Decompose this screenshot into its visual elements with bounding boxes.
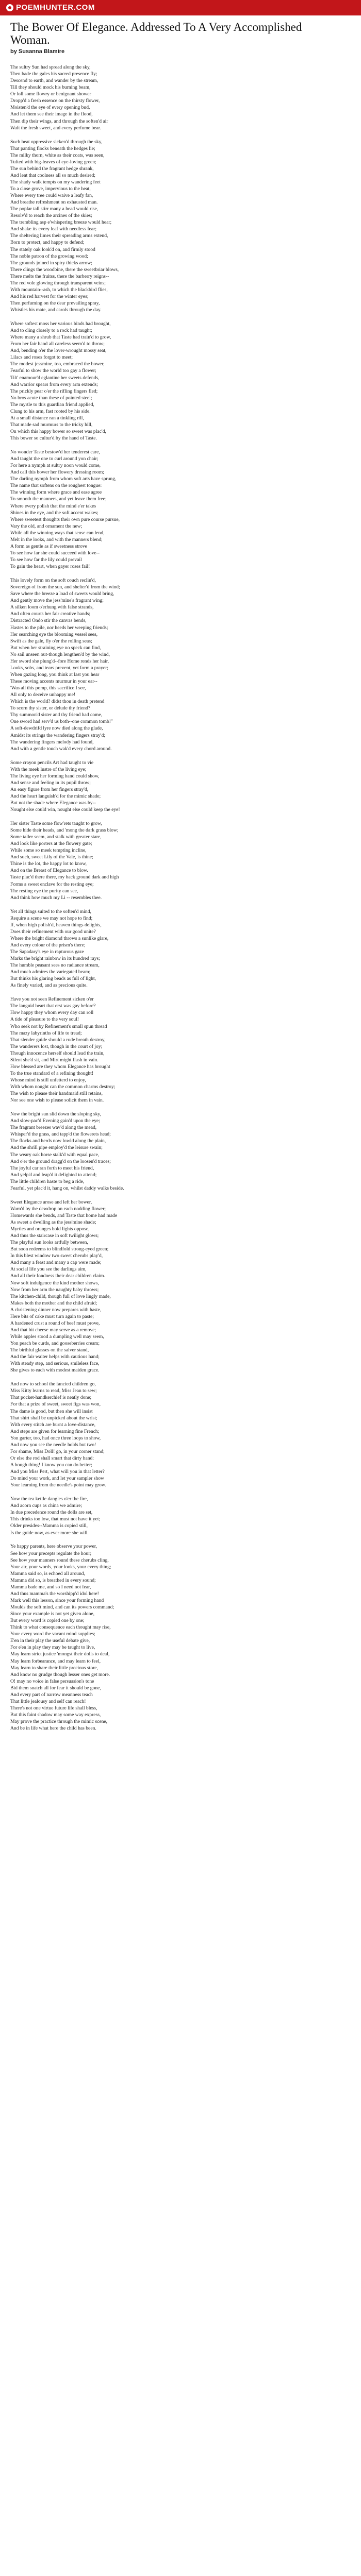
poem-line: The trembling asp e'whispering breeze would hear; — [10, 219, 112, 226]
poem-line: Then bade the gales his sacred presence fly; — [10, 71, 97, 77]
poem-line: For shame, Miss Doll! go, in your corner stand; — [10, 1448, 105, 1454]
poem-line: Till they should mock his burning beam, — [10, 84, 91, 91]
poem-line: Fearful to show the world too gay a flower; — [10, 368, 96, 374]
poem-line: Born to protect, and happy to defend; — [10, 240, 85, 246]
poem-line: The languid heart that erst was gay before? — [10, 1003, 96, 1009]
poem-line: Then perfuming on the dear prevailing spray, — [10, 300, 100, 307]
poem-line: Hastes to the pile, nor heeds her weeping friends; — [10, 624, 108, 631]
poem-line: How blessed are they whom Elegance has brought — [10, 1063, 110, 1070]
poem-line: Tufted with big-leaves of eye-loving green; — [10, 159, 96, 165]
poem-line: To see how far she could succeed with love-- — [10, 550, 100, 556]
poem-line: Or else the rod shall smart that dirty hand: — [10, 1455, 94, 1461]
poem-line: And look like porters at the flowery gate; — [10, 841, 92, 847]
poem-line: For e'en in play they may be taught to live, — [10, 1645, 95, 1651]
poem-line: Think to what consequence each thought may rise, — [10, 1624, 111, 1631]
poem-line: Amidst its strings the wandering fingers stray'd; — [10, 732, 105, 738]
poem-line: Her sister Taste some flow'rets taught to grow, — [10, 820, 102, 826]
poem-line: On which this happy bower so sweet was plac'd, — [10, 429, 106, 435]
poem-line: One sword had serv'd us both--one common tomb!" — [10, 719, 113, 725]
poem-line: Or loll some flowry or benignant shower — [10, 91, 91, 97]
poem-line: And o'er the ground dragg'd on the loosen'd traces; — [10, 1158, 111, 1164]
poem-body — [10, 64, 330, 1732]
poem-line: Moisten'd the eye of every opening bud, — [10, 105, 90, 111]
poem-line: Is the guide now, as ever more she will. — [10, 1530, 89, 1536]
poem-line: Where every polish that the mind e'er takes — [10, 503, 96, 509]
poem-title: The Bower Of Elegance. Addressed To A Very Accomplished Woman. — [10, 21, 302, 46]
poem-line: An easy figure from her fingers stray'd, — [10, 786, 89, 792]
poem-line: For that a prize of sweet, sweet figs was won, — [10, 1401, 101, 1408]
poem-line: The kitchen-child, though full of love lingly made, — [10, 1293, 111, 1299]
poem-line: Where every tree could waive a leafy fan, — [10, 193, 93, 199]
poem-line: The wanderers lost, though in the court of joy; — [10, 1043, 103, 1049]
poem-line: And the heart languish'd for the mimic shade; — [10, 793, 101, 799]
poem-line: The noble patron of the growing wood; — [10, 253, 88, 259]
poem-line: To see how far the lily could prevail — [10, 557, 82, 563]
stanza — [10, 996, 330, 1104]
poem-line: As sweet a dwelling as the jess'mine shade; — [10, 1219, 96, 1225]
stanza — [10, 139, 330, 314]
poem-line: And on the Breast of Elegance to blow. — [10, 868, 88, 874]
poem-line: With whom nought can the common charms destroy; — [10, 1084, 116, 1090]
poem-line: Though innocence herself should lead the train, — [10, 1050, 105, 1056]
poem-line: Miss Kitty learns to read, Miss Jean to sew; — [10, 1388, 97, 1394]
poem-line: Nor see one wish to please solicit them in vain. — [10, 1097, 104, 1104]
poem-line: The winning form where grace and ease agree — [10, 489, 102, 496]
poem-line: Sweet Elegance arose and left her bower, — [10, 1199, 92, 1205]
poem-line: Mark well this lesson, since your forming hand — [10, 1597, 104, 1603]
poem-line: Makes both the mother and the child afraid; — [10, 1300, 97, 1306]
poem-line: Yon peach be curds, and gooseberries cream; — [10, 1341, 100, 1347]
poem-line: To smooth the manners, and yet leave them free; — [10, 496, 107, 502]
poem-line: But when her straining eye no speck can find, — [10, 645, 101, 651]
poem-line: That little jealousy and self can reach! — [10, 1698, 86, 1704]
poem-line: From her fair hand all careless seem'd to throw; — [10, 341, 105, 347]
site-header — [0, 0, 361, 15]
poem-line: Have you not seen Refinement sicken o'er — [10, 996, 94, 1003]
poem-line: Lilacs and roses forgot to meet; — [10, 354, 73, 361]
poem-line: Resolv'd to reach the arcines of the skies; — [10, 213, 92, 219]
poem-line: Waft the fresh sweet, and every perfume bear. — [10, 125, 101, 131]
poem-line: See how your manners round these cherubs cling, — [10, 1557, 109, 1563]
poem-line: Now the tea kettle dangles o'er the fire, — [10, 1496, 88, 1502]
poem-line: The red vole glowing through transparent veins; — [10, 280, 106, 286]
poem-line: But not the shade where Elegance was by-- — [10, 800, 96, 806]
poem-line: The sheltering limes their spreading arms extend, — [10, 233, 108, 239]
poem-line: Melt in the looks, and with the manners blend; — [10, 536, 103, 543]
poem-line: Save where the breeze a load of sweets would bring, — [10, 591, 114, 597]
poem-line: Mamma bade me, and so I need not fear, — [10, 1584, 91, 1590]
poem-line: A hough thing! I know you can do better; — [10, 1462, 92, 1468]
poem-line: The weary oak horse stalk'd with equal pace, — [10, 1151, 100, 1158]
poem-line: Who seek not by Refinement's small spun thread — [10, 1023, 107, 1029]
poem-line: Sovereign of from the sun, and shelter'd from the wind; — [10, 584, 120, 590]
poem-line: And now you see the needle holds but two! — [10, 1442, 96, 1448]
poem-line: Warn'd by the dewdrop on each nodding flower; — [10, 1206, 106, 1212]
poem-line: Dropp'd a fresh essence on the thirsty flower, — [10, 98, 100, 104]
poem-line: A hardened crust a round of beef must prove, — [10, 1320, 100, 1326]
poem-line: Marks the bright rainbow in its hundred rays; — [10, 956, 100, 962]
poem-line: Nought else could win, nought else could keep the eye! — [10, 807, 120, 813]
poem-line: And call this bower her flowery dressing room; — [10, 469, 104, 476]
poem-line: And the fair waiter helps with cautious hand; — [10, 1354, 100, 1360]
poem-line: Now soft indulgence the kind mother shows, — [10, 1280, 99, 1286]
poem-line: The sun behind the fragrant hedge shrank, — [10, 165, 94, 172]
poem-line: To scorn thy sister, or delude thy friend? — [10, 705, 91, 711]
poem-line: Whose mind is still unfetterd to enjoy, — [10, 1077, 86, 1083]
poem-line: And lent that coolness all so much desired; — [10, 172, 95, 178]
poem-line: To a close grove, impervious to the heat, — [10, 185, 91, 192]
poem-line: Do mind your work, and let your sampler show — [10, 1476, 104, 1482]
poem-line: Where the bright diamond throws a sunlike glare, — [10, 935, 109, 941]
poem-line: And think how much my Li -- resembles thee. — [10, 894, 102, 901]
poem-line: Since your example is not yet given alone, — [10, 1611, 95, 1617]
poem-line: While some so meek tempting incline, — [10, 848, 87, 854]
stanza — [10, 577, 330, 752]
poem-line: And yelp'd and leap'd it delighted to attend; — [10, 1172, 97, 1178]
poem-line: And many a feast and many a cap were made; — [10, 1260, 102, 1266]
stanza — [10, 1111, 330, 1192]
poem-line: O! may no voice in false persuasion's tone — [10, 1678, 94, 1684]
poem-line: The resting eye the purity can see, — [10, 888, 78, 894]
poem-line: And every part of narrow meanness teach — [10, 1691, 93, 1698]
poem-line: And the shrill pipe employ'd the leisure swain; — [10, 1145, 103, 1151]
poem-line: Here bits of cake must turn again to paste; — [10, 1313, 94, 1319]
poem-line: And slow-pac'd Evening gain'd upon the eye; — [10, 1118, 100, 1124]
stanza — [10, 820, 330, 901]
poem-line: If, when high polish'd, heaven things delights, — [10, 922, 102, 928]
poem-line: Forms a sweet enclave for the resting eye; — [10, 881, 94, 887]
poem-line: The mazy labyrinths of life to tread; — [10, 1030, 82, 1036]
poem-line: But every word is copied one by one; — [10, 1618, 85, 1624]
poem-line: And all their fondness their dear children claim. — [10, 1273, 105, 1279]
poem-line: No sail unseen out-though lengthen'd by the wind, — [10, 651, 110, 657]
poem-line: Taste plac'd there there, my back ground dark and high — [10, 874, 119, 880]
poem-line: With the meek lustre of the living eye; — [10, 766, 87, 772]
poem-line: And thus the staircase in soft twilight glows; — [10, 1233, 99, 1239]
poem-line: Older presides--Mamma is copied still, — [10, 1523, 88, 1529]
logo-icon — [6, 4, 13, 11]
poem-line: Does their refinement with our good unite? — [10, 928, 96, 935]
poem-line: No wonder Taste bestow'd her tenderest care, — [10, 449, 100, 455]
poem-line: Now from her arm the naughty baby throws; — [10, 1286, 99, 1293]
poem-line: For here a nymph at sultry noon would come, — [10, 463, 101, 469]
poem-line: Homewards she bends, and Taste that home had made — [10, 1212, 118, 1218]
poem-line: Some hide their heads, and 'mong the dark grass blow; — [10, 827, 119, 834]
poem-line: But this faint shadow may some way express, — [10, 1712, 101, 1718]
poem-line: That shirt shall be unpicked about the wrist; — [10, 1415, 97, 1421]
poem-line: And be in life what here the child has been. — [10, 1725, 96, 1732]
poem-line: That made sad murmurs to the tricky hill, — [10, 421, 93, 428]
poem-author: by Susanna Blamire — [10, 48, 65, 55]
poem-line: The myrtle to this guardian friend applied, — [10, 401, 94, 408]
poem-line: Myrtles and oranges bold lights oppose, — [10, 1226, 90, 1232]
poem-line: To gain the heart, when gayer roses fail! — [10, 564, 90, 570]
poem-line: And that bit cheese may serve as a remove; — [10, 1327, 96, 1333]
poem-line: May learn strict justice 'mongst their dolls to deal, — [10, 1651, 110, 1657]
poem-line: Yon garter, too, had once three loops to show, — [10, 1435, 101, 1441]
poem-line: All only to deceive unhappy me! — [10, 692, 76, 698]
poem-line: The wandering fingers melody had found, — [10, 739, 94, 745]
poem-line: Require a scene we may not hope to find; — [10, 915, 93, 921]
poem-line: And with a gentle touch wak'd every chord around. — [10, 745, 112, 752]
poem-line: And gently move the jess'mine's fragrant wing; — [10, 598, 104, 604]
poem-line: Which is the world? didst thou in death pretend — [10, 699, 105, 705]
poem-line: Silent she'd sit, and Mirt might flash in vain. — [10, 1057, 99, 1063]
poem-line: And often courts her fair creative hands; — [10, 611, 91, 617]
poem-line: The name that softens on the roughest tongue: — [10, 483, 102, 489]
poem-line: But soon redeems to blindfold strong-eyed green; — [10, 1246, 109, 1252]
poem-line: With mountain--ash, to which the blackbird flies, — [10, 286, 108, 293]
poem-line: May prove the practice through the mimic scene, — [10, 1719, 108, 1725]
poem-line: Whisper'd the grass, and tapp'd the flowerets head; — [10, 1131, 111, 1138]
poem-line: This drinks too low, that must not have it yet; — [10, 1516, 101, 1522]
poem-line: And, bending o'er the lover-wrought mossy seat, — [10, 348, 107, 354]
poem-line: And sense and feeling in its pupil throw; — [10, 779, 91, 786]
poem-line: There melts the fruitss, there the barberry reigns-- — [10, 273, 109, 279]
poem-line: The shady walk tempts on my wandering feet — [10, 179, 101, 185]
poem-line: And such, sweet Lily of the Vale, is thine; — [10, 854, 93, 860]
poem-line: And to cling closely to a rock had taught; — [10, 328, 92, 334]
poem-line: Your air, your words, your looks, your every thing; — [10, 1564, 111, 1570]
poem-line: The birthful glasses on the salver stand, — [10, 1347, 89, 1353]
logo-text: POEMHUNTER.COM — [16, 3, 95, 12]
poem-line: A tide of pleasure to the very soul! — [10, 1016, 79, 1023]
poem-line: The joyful car ran forth to meet his friend, — [10, 1165, 94, 1171]
poem-line: Such heat oppressive sicken'd through the sky, — [10, 139, 103, 145]
poem-line: And taught the one to curl around yon chair; — [10, 456, 99, 462]
poem-line: With steady step, and serious, smileless face, — [10, 1361, 100, 1367]
poem-line: And steps are given for learning fine French; — [10, 1428, 100, 1434]
poem-line: A silken loom o'erhung with false strands, — [10, 604, 94, 611]
poem-line: And you Miss Pert, what will you in that letter? — [10, 1469, 105, 1475]
poem-line: And now to school the fancied children go, — [10, 1381, 96, 1387]
poem-line: There's not one virtue future life shall bless, — [10, 1705, 97, 1711]
poem-line: Bid them snatch all for fear it should be gone, — [10, 1685, 101, 1691]
poem-line: Whistles his mate, and carols through the day. — [10, 307, 102, 313]
poem-line: E'en in their play the useful debate give, — [10, 1638, 90, 1644]
poem-line: And every colour of the prism's there; — [10, 942, 86, 948]
poem-line: No bros acute than these of pointed steel; — [10, 395, 92, 401]
poem-line: How happy they whom every day can roll — [10, 1010, 94, 1016]
stanza — [10, 64, 330, 131]
poem-line: Then dip their wings, and through the soften'd air — [10, 118, 108, 124]
site-logo[interactable] — [6, 3, 95, 12]
poem-line: The humble peasant sees no radiance stream, — [10, 962, 100, 969]
poem-line: Your learning from the needle's point may grow. — [10, 1482, 106, 1488]
poem-line: See how your precepts regulate the hour; — [10, 1550, 92, 1556]
poem-line: That slender guide should a rude breath destroy, — [10, 1037, 106, 1043]
poem-line: This bower so cultur'd by the hand of Taste. — [10, 435, 97, 442]
poem-line: The stately oak look'd on, and firmly stood — [10, 246, 95, 252]
poem-line: Thy summon'd sister and thy friend had come, — [10, 712, 103, 718]
stanza — [10, 1199, 330, 1374]
poem-line: When gazing long, you think at last you hear — [10, 671, 100, 677]
poem-line: And know no grudge though lesser ones get more. — [10, 1671, 110, 1677]
poem-line: Thine is the lot, the happy lot to know, — [10, 861, 87, 867]
poem-line: The playful sun looks artfully between, — [10, 1240, 88, 1246]
poem-line: And thus mamma's the worshipp'd idol here! — [10, 1590, 99, 1597]
poem-line: Tilt' enamour'd eglantine her sweets defends, — [10, 375, 100, 381]
poem-line: And breathe refreshment on exhausted man. — [10, 199, 98, 206]
poem-line: Fearful, yet plac'd it, hang on, whilst daddy walks beside. — [10, 1185, 124, 1191]
poem-line: At social life you see the darlings aim, — [10, 1266, 87, 1273]
poem-line: Some taller seem, and stalk with greater stare, — [10, 834, 102, 840]
stanza — [10, 449, 330, 570]
poem-line: There clings the woodbine, there the sweetbriar blows, — [10, 266, 119, 273]
poem-line: That pocket-handkerchief is neatly done; — [10, 1395, 92, 1401]
poem-line: May learn to share their little precious store, — [10, 1665, 98, 1671]
poem-line: Looks, sobs, and tears prevent, yet form a prayer; — [10, 665, 108, 671]
poem-line: Shines in the eye, and the soft accent wakes; — [10, 510, 99, 516]
poem-line: A christening dinner now prepares with haste, — [10, 1307, 102, 1313]
poem-line: May learn forbearance, and may learn to feel, — [10, 1658, 101, 1664]
poem-line: The dame is good, but then she will insist — [10, 1408, 93, 1414]
poem-line: Yet all things suited to the soften'd mind, — [10, 908, 91, 914]
poem-line: Now the bright sun slid down the sloping sky, — [10, 1111, 102, 1117]
stanza — [10, 908, 330, 989]
poem-line: The fragrant breezes wav'd along the mead, — [10, 1125, 97, 1131]
poem-line: A soft-dewdrifd lyre now died along the glade, — [10, 725, 103, 732]
poem-line: The grounds joined in spiry thicks arrow; — [10, 260, 92, 266]
poem-line: And his red harvest for the winter eyes; — [10, 293, 89, 299]
poem-line: To the true standard of a refining thought! — [10, 1070, 94, 1076]
poem-line: These moving accents murmur in your ear-- — [10, 679, 97, 684]
poem-line: Mamma said so, is echoed all around, — [10, 1570, 85, 1577]
poem-line: And let them see their image in the flood, — [10, 111, 93, 117]
poem-line: The Sapadary's eye in rapturous gaze — [10, 948, 84, 955]
poem-line: But thinks his glaring beads as full of light, — [10, 976, 96, 982]
poem-line: The little children haste to beg a ride, — [10, 1178, 85, 1184]
stanza — [10, 320, 330, 442]
poem-line: Moulds the soft mind, and can its powers command; — [10, 1604, 114, 1611]
poem-line: 'Was all this pomp, this sacrifice I see, — [10, 685, 86, 691]
stanza — [10, 1381, 330, 1488]
poem-line: Some crayon pencils Art had taught to vie — [10, 759, 94, 766]
poem-line: Her sword she plung'd--fore Home rends her hair, — [10, 658, 109, 664]
poem-line: With every stitch are burnt a love-distance, — [10, 1421, 96, 1428]
poem-line: And warrior spears from every arm extends; — [10, 381, 98, 387]
stanza — [10, 1496, 330, 1536]
poem-line: A form as gentle as if sweetness strove — [10, 543, 87, 549]
stanza — [10, 1543, 330, 1732]
poem-line: That panting flocks beneath the hedges lie; — [10, 145, 95, 151]
poem-line: While all the winning ways that sense can lend, — [10, 530, 105, 536]
poem-line: Where softest moss her various binds had brought, — [10, 321, 111, 327]
poem-line: Ye happy parents, here observe your power, — [10, 1544, 97, 1550]
poem-line: Vary the old, and ornament the new; — [10, 523, 83, 529]
poem-container — [10, 21, 330, 1739]
poem-line: The poplar tall stirr many a head would rise, — [10, 206, 99, 212]
poem-line: This lovely form on the soft couch reclin'd, — [10, 578, 96, 584]
poem-line: Her searching eye the blooming vessel sees, — [10, 631, 98, 637]
poem-line: The wish to please their handmaid still retains, — [10, 1091, 103, 1097]
poem-line: Distracted Ondo stir the canvas bends, — [10, 618, 87, 624]
poem-line: Where sweetest thoughts their own pure course pursue, — [10, 516, 120, 522]
poem-line: Clung to his arm, fast rooted by his side. — [10, 408, 91, 414]
poem-line: And shake its every leaf with needless fear; — [10, 226, 97, 232]
poem-line: Swift as the gale, fly o'er the rolling seas; — [10, 638, 92, 644]
poem-line: The milky thorn, white as their coats, was seen, — [10, 152, 105, 158]
poem-line: At a small distance ran a tinkling rill, — [10, 415, 84, 421]
poem-line: The sultry Sun had spread along the sky, — [10, 64, 91, 70]
stanza — [10, 759, 330, 814]
poem-line: Mamma did so, is breathed in every sound; — [10, 1577, 96, 1583]
poem-line: The darling nymph from whom soft arts have sprung, — [10, 476, 117, 482]
poem-line: As finely varied, and as precious quite. — [10, 982, 88, 989]
poem-line: In this blest window two sweet cherubs play'd, — [10, 1253, 103, 1259]
poem-line: And acorn cups as china we admire; — [10, 1503, 83, 1509]
poem-line: Descend to earth, and wander by the stream, — [10, 78, 99, 84]
poem-line: While apples stood a dumpling well may seem, — [10, 1334, 104, 1340]
poem-line: In due precedence round the dolls are set, — [10, 1510, 93, 1516]
poem-line: Where many a shrub that Taste had train'd to grow, — [10, 334, 111, 341]
poem-line: The modest jessmine, too, embraced the bower, — [10, 361, 105, 367]
poem-line: The flocks and herds now lowld along the plain, — [10, 1138, 106, 1144]
poem-line: And much admires the variegated beam; — [10, 969, 91, 975]
poem-line: She gives to each with modest maiden grace. — [10, 1367, 100, 1374]
poem-line: The living eye her forming hand could show, — [10, 773, 100, 779]
poem-line: The prickly pear o'er the rifling fingers fled; — [10, 388, 98, 394]
poem-line: Your every word the vacant mind supplies; — [10, 1631, 95, 1637]
